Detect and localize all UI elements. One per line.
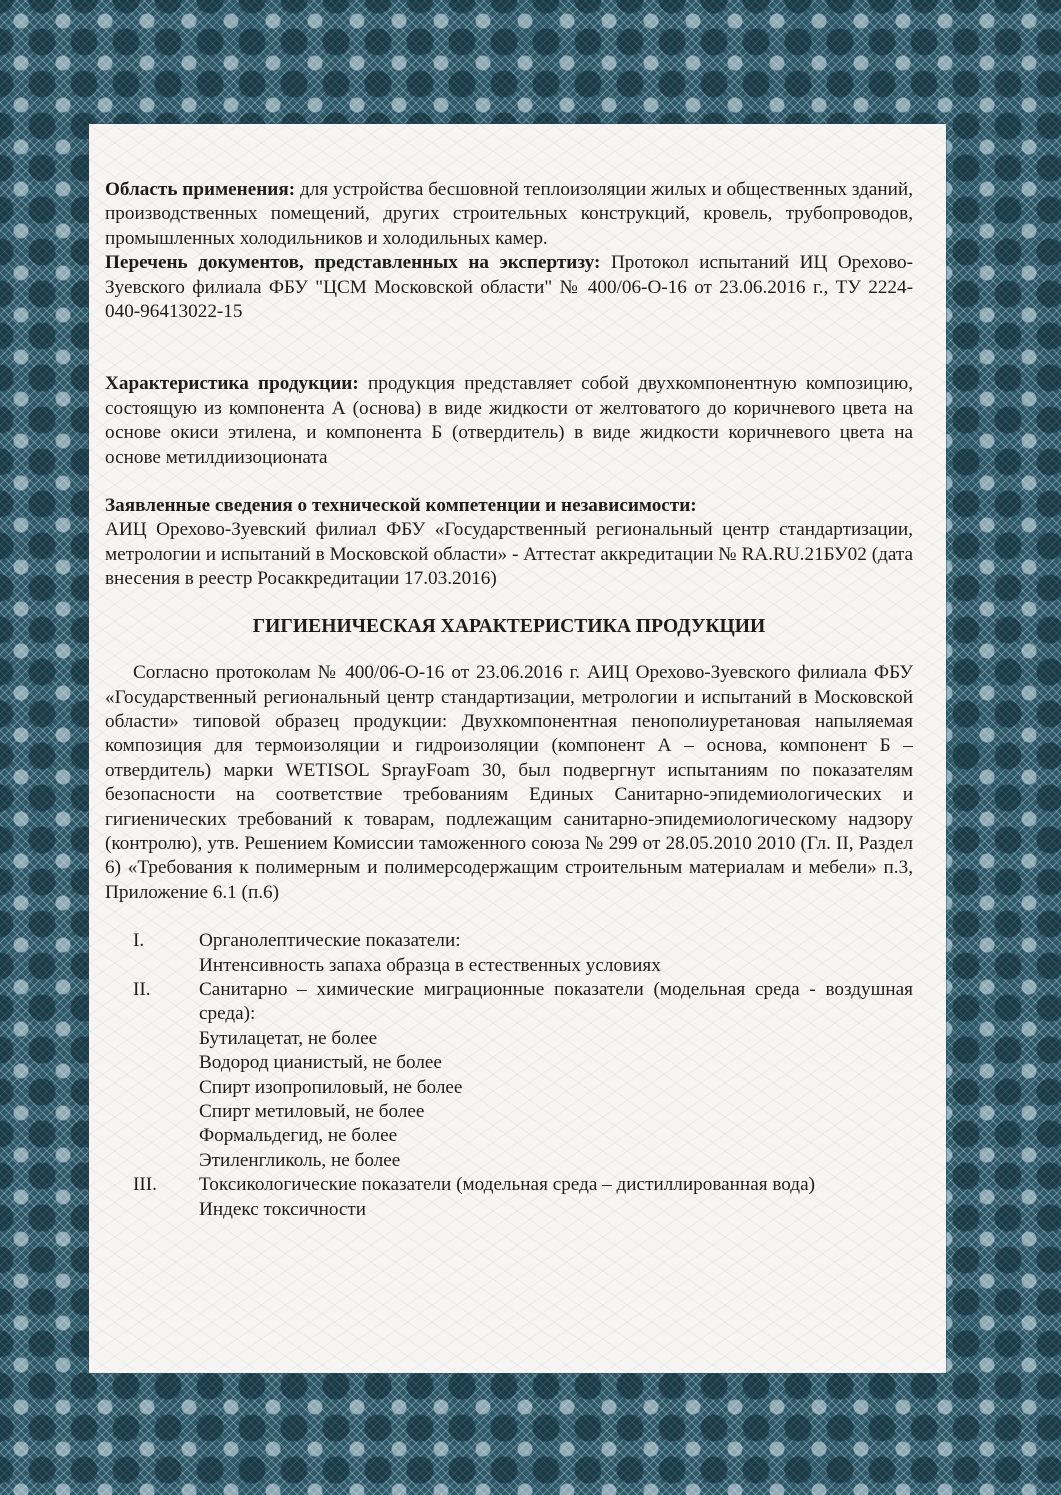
scope-label: Область применения: [105, 179, 296, 200]
hygiene-paragraph: Согласно протоколам № 400/06-О-16 от 23.06.2016 г. АИЦ Орехово-Зуевского филиала ФБУ «Государственный региональный центр стандартизации, метрологии и испытаний в Московской области» типовой образец продукции: Двухкомпонентная пенополиуретановая напыляемая композиция для термоизоляции и гидроизоляции (компонент А – основа, компонент Б – отвердитель) марки WETISOL SprayFoam 30, был подвергнут испытаниям по показателям безопасности на соответствие требованиям Единых Санитарно-эпидемиологических и гигиенических требований к товарам, подлежащим санитарно-эпидемиологическому надзору (контролю), утв. Решением Комиссии таможенного союза № 299 от 28.05.2010 2010 (Гл. II, Раздел 6) «Требования к полимерным и полимерсодержащим строительным материалам и мебели» п.3, Приложение 6.1 (п.6) [105, 662, 913, 903]
scope-paragraph [105, 178, 913, 251]
list-item-line: Бутилацетат, не более [199, 1027, 378, 1049]
characteristics-text: продукция представляет собой двухкомпонентную композицию, состоящую из компонента А (основа) в виде жидкости от желтоватого до коричневого цвета на основе окиси этилена, и компонента Б (отвердитель) в виде жидкости коричневого цвета на основе метилдиизоционата [105, 373, 913, 468]
list-item [105, 978, 913, 1173]
document-body [105, 178, 913, 1222]
documents-label: Перечень документов, представленных на экспертизу: [105, 252, 601, 274]
characteristics-label: Характеристика продукции: [105, 373, 359, 395]
list-item-number: I. [133, 930, 145, 952]
list-item-line: Спирт метиловый, не более [199, 1101, 425, 1122]
list-item-line: Водород цианистый, не более [199, 1052, 442, 1074]
documents-text: Протокол испытаний ИЦ Орехово-Зуевского филиала ФБУ "ЦСМ Московской области" № 400/06-О-16 от 23.06.2016 г., ТУ 2224-040-96413022-15 [105, 252, 913, 323]
list-item-heading: Органолептические показатели: [199, 930, 461, 952]
indicators-list [105, 929, 913, 1222]
list-item-line: Спирт изопропиловый, не более [199, 1076, 463, 1098]
section-title: ГИГИЕНИЧЕСКАЯ ХАРАКТЕРИСТИКА ПРОДУКЦИИ [252, 615, 766, 637]
list-item-line: Этиленгликоль, не более [199, 1149, 401, 1171]
list-item-heading: Токсикологические показатели (модельная среда – дистиллированная вода) [199, 1174, 815, 1196]
list-item-line: Индекс токсичности [199, 1198, 367, 1220]
competence-text: АИЦ Орехово-Зуевский филиал ФБУ «Государственный региональный центр стандартизации, метрологии и испытаний в Московской области» - Аттестат аккредитации № RA.RU.21БУ02 (дата внесения в реестр Росаккредитации 17.03.2016) [105, 519, 913, 590]
characteristics-paragraph [105, 372, 913, 470]
list-item [105, 929, 913, 978]
list-item-number: II. [133, 978, 151, 1000]
competence-label: Заявленные сведения о технической компетенции и независимости: [105, 495, 697, 517]
list-item-line: Интенсивность запаха образца в естественных условиях [199, 954, 661, 976]
list-item-number: III. [133, 1174, 157, 1196]
list-item [105, 1173, 913, 1222]
documents-paragraph [105, 251, 913, 324]
list-item-line: Формальдегид, не более [199, 1125, 398, 1147]
list-item-heading: Санитарно – химические миграционные показатели (модельная среда - воздушная среда): [199, 978, 913, 1025]
scope-text: для устройства бесшовной теплоизоляции жилых и общественных зданий, производственных помещений, других строительных конструкций, кровель, трубопроводов, промышленных холодильников и холодильных камер. [105, 179, 913, 249]
